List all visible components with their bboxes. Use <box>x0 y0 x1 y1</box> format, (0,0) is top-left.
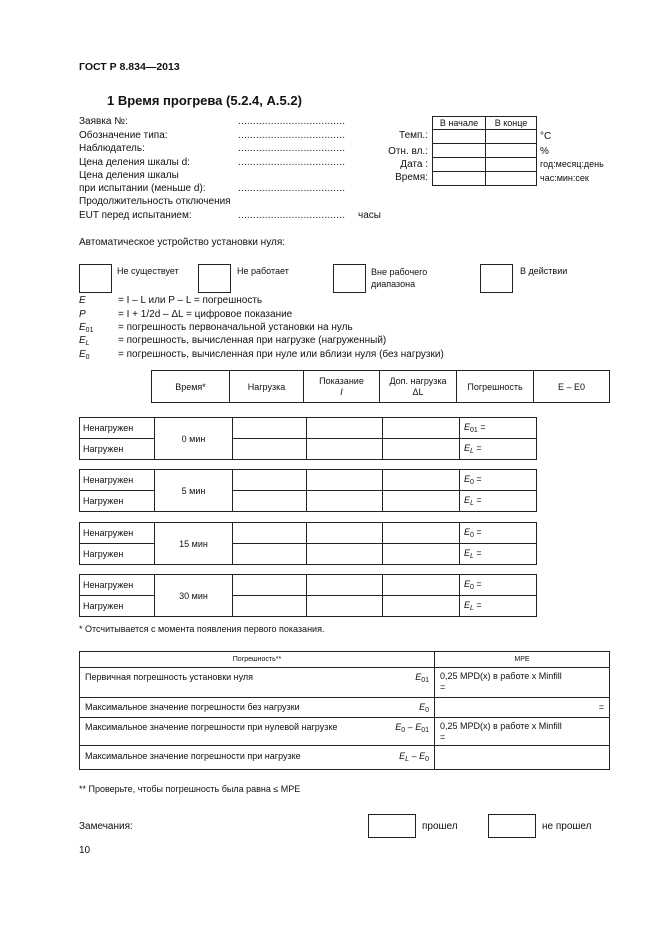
state-label: Нагружен <box>80 596 155 617</box>
option-label: Не существует <box>117 266 179 276</box>
error-cell[interactable]: $E_L$ = <box>460 544 537 565</box>
field-label: Цена деления шкалы d: <box>79 157 190 168</box>
time-label: 30 мин <box>155 575 233 617</box>
field-label: Цена деления шкалы <box>79 170 179 181</box>
env-cell[interactable] <box>486 172 537 186</box>
env-cell[interactable] <box>433 172 486 186</box>
field-label: Заявка №: <box>79 116 128 127</box>
symbol-definition: = погрешность, вычисленная при нагрузке (нагруженный) <box>118 335 387 346</box>
section-title: 1 Время прогрева (5.2.4, А.5.2) <box>107 93 302 108</box>
extra-load-cell[interactable] <box>383 418 460 439</box>
state-label: Ненагружен <box>80 418 155 439</box>
env-label: Отн. вл.: <box>388 146 428 157</box>
remarks-label: Замечания: <box>79 821 133 832</box>
indication-cell[interactable] <box>307 523 383 544</box>
option-checkbox[interactable] <box>480 264 513 293</box>
env-cell[interactable] <box>486 158 537 172</box>
error-cell[interactable]: $E_L$ = <box>460 596 537 617</box>
symbol: P <box>79 309 86 320</box>
state-label: Нагружен <box>80 544 155 565</box>
state-label: Ненагружен <box>80 523 155 544</box>
mpe-table <box>79 651 610 770</box>
mpe-value[interactable]: 0,25 MPD(x) в работе x Minfill = <box>435 668 610 698</box>
load-cell[interactable] <box>233 575 307 596</box>
mpe-col-error: Погрешность** <box>80 652 435 668</box>
error-cell[interactable]: $E_0$ = <box>460 575 537 596</box>
indication-cell[interactable] <box>307 544 383 565</box>
error-cell[interactable]: $E_0$ = <box>460 523 537 544</box>
col-extra-load: Доп. нагрузка ΔL <box>380 371 457 403</box>
time-label: 15 мин <box>155 523 233 565</box>
symbol-definition: = погрешность, вычисленная при нуле или вблизи нуля (без нагрузки) <box>118 349 444 360</box>
symbol-definition: = погрешность первоначальной установки на нуль <box>118 322 353 333</box>
env-label: Темп.: <box>399 130 428 141</box>
time-group-table <box>79 417 537 460</box>
env-unit: год:месяц:день <box>540 159 604 169</box>
env-cell[interactable] <box>433 130 486 144</box>
symbol: $E_L$ <box>79 335 90 347</box>
symbol: $E_0$ <box>79 349 90 361</box>
env-table <box>432 116 537 186</box>
load-cell[interactable] <box>233 596 307 617</box>
env-cell[interactable] <box>433 158 486 172</box>
field-dots: .................................... <box>238 183 346 194</box>
field-label: при испытании (меньше d): <box>79 183 206 194</box>
failed-label: не прошел <box>542 821 592 832</box>
error-cell[interactable]: $E_L$ = <box>460 439 537 460</box>
mpe-row-label: Максимальное значение погрешности при нагрузке $E_L - E_0$ <box>80 746 435 770</box>
col-load: Нагрузка <box>230 371 304 403</box>
indication-cell[interactable] <box>307 596 383 617</box>
col-error: Погрешность <box>457 371 534 403</box>
option-label: Вне рабочего диапазона <box>371 267 428 289</box>
option-checkbox[interactable] <box>79 264 112 293</box>
field-suffix: часы <box>358 210 381 221</box>
env-unit: час:мин:сек <box>540 173 589 183</box>
env-col-end: В конце <box>486 117 537 130</box>
col-e-minus-e0: E – E0 <box>534 371 610 403</box>
load-cell[interactable] <box>233 523 307 544</box>
passed-label: прошел <box>422 821 458 832</box>
time-group-table <box>79 574 537 617</box>
passed-checkbox[interactable] <box>368 814 416 838</box>
extra-load-cell[interactable] <box>383 575 460 596</box>
load-cell[interactable] <box>233 470 307 491</box>
footnote: ** Проверьте, чтобы погрешность была равна ≤ MPE <box>79 784 301 794</box>
env-unit: °C <box>540 131 552 142</box>
error-cell[interactable]: $E_0$ = <box>460 470 537 491</box>
option-label: В действии <box>520 266 568 276</box>
indication-cell[interactable] <box>307 418 383 439</box>
extra-load-cell[interactable] <box>383 523 460 544</box>
indication-cell[interactable] <box>307 491 383 512</box>
mpe-row-label: Максимальное значение погрешности без нагрузки $E_0$ <box>80 698 435 718</box>
env-cell[interactable] <box>486 144 537 158</box>
extra-load-cell[interactable] <box>383 596 460 617</box>
state-label: Нагружен <box>80 491 155 512</box>
time-label: 5 мин <box>155 470 233 512</box>
option-checkbox[interactable] <box>198 264 231 293</box>
field-dots: .................................... <box>238 210 346 221</box>
state-label: Ненагружен <box>80 470 155 491</box>
option-label: Не работает <box>237 266 289 276</box>
mpe-row-label: Первичная погрешность установки нуля $E_{01}$ <box>80 668 435 698</box>
indication-cell[interactable] <box>307 470 383 491</box>
mpe-value[interactable]: = <box>435 698 610 718</box>
main-table-header <box>151 370 610 403</box>
field-dots: .................................... <box>238 157 346 168</box>
col-time: Время* <box>152 371 230 403</box>
symbol: $E_{01}$ <box>79 322 94 334</box>
col-indication: Показание I <box>304 371 380 403</box>
field-label: Продолжительность отключения <box>79 196 231 207</box>
load-cell[interactable] <box>233 544 307 565</box>
mpe-value[interactable]: 0,25 MPD(x) в работе x Minfill = <box>435 718 610 746</box>
symbol: E <box>79 295 86 306</box>
error-cell[interactable]: $E_{01}$ = <box>460 418 537 439</box>
env-col-start: В начале <box>433 117 486 130</box>
indication-cell[interactable] <box>307 575 383 596</box>
field-label: Наблюдатель: <box>79 143 145 154</box>
symbol-definition: = I + 1/2d – ΔL = цифровое показание <box>118 309 293 320</box>
env-label: Время: <box>395 172 428 183</box>
env-label: Дата : <box>400 159 428 170</box>
field-label: EUT перед испытанием: <box>79 210 192 221</box>
extra-load-cell[interactable] <box>383 491 460 512</box>
zero-device-title: Автоматическое устройство установки нуля: <box>79 237 286 248</box>
field-dots: .................................... <box>238 130 346 141</box>
mpe-row-label: Максимальное значение погрешности при нулевой нагрузке $E_0 - E_{01}$ <box>80 718 435 746</box>
load-cell[interactable] <box>233 439 307 460</box>
page-number: 10 <box>79 845 91 856</box>
field-label: Обозначение типа: <box>79 130 168 141</box>
env-unit: % <box>540 146 549 157</box>
state-label: Нагружен <box>80 439 155 460</box>
env-cell[interactable] <box>486 130 537 144</box>
mpe-value[interactable] <box>435 746 610 770</box>
state-label: Ненагружен <box>80 575 155 596</box>
indication-cell[interactable] <box>307 439 383 460</box>
extra-load-cell[interactable] <box>383 439 460 460</box>
error-cell[interactable]: $E_L$ = <box>460 491 537 512</box>
extra-load-cell[interactable] <box>383 470 460 491</box>
field-dots: .................................... <box>238 143 346 154</box>
option-checkbox[interactable] <box>333 264 366 293</box>
failed-checkbox[interactable] <box>488 814 536 838</box>
mpe-col-mpe: MPE <box>435 652 610 668</box>
load-cell[interactable] <box>233 418 307 439</box>
field-dots: .................................... <box>238 116 346 127</box>
time-group-table <box>79 522 537 565</box>
symbol-definition: = I – L или P – L = погрешность <box>118 295 263 306</box>
footnote: * Отсчитывается с момента появления первого показания. <box>79 624 325 634</box>
time-group-table <box>79 469 537 512</box>
env-cell[interactable] <box>433 144 486 158</box>
time-label: 0 мин <box>155 418 233 460</box>
document-header: ГОСТ Р 8.834—2013 <box>79 61 180 73</box>
extra-load-cell[interactable] <box>383 544 460 565</box>
load-cell[interactable] <box>233 491 307 512</box>
